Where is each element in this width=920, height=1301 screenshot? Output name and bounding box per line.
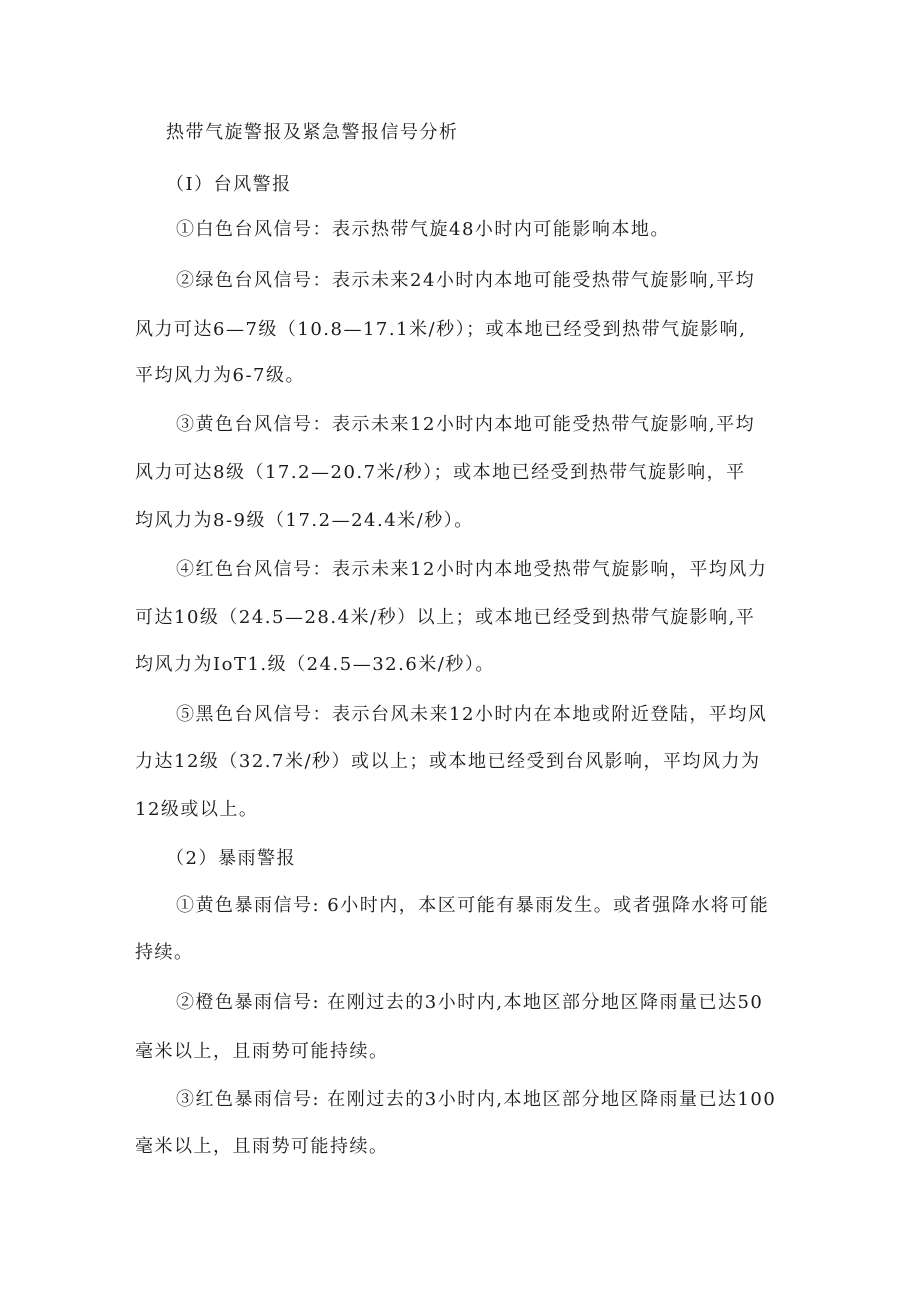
typhoon-green-signal-cont: 平均风力为6-7级。: [135, 365, 305, 386]
document-title: 热带气旋警报及紧急警报信号分析: [166, 122, 459, 143]
rainstorm-yellow-signal: ①黄色暴雨信号: 6小时内，本区可能有暴雨发生。或者强降水将可能: [176, 895, 770, 916]
typhoon-yellow-signal: ③黄色台风信号：表示未来12小时内本地可能受热带气旋影响,平均: [176, 414, 756, 435]
typhoon-green-signal-cont: 风力可达6—7级（10.8—17.1米/秒）；或本地已经受到热带气旋影响,: [135, 319, 747, 340]
typhoon-red-signal-cont: 可达10级（24.5—28.4米/秒）以上；或本地已经受到热带气旋影响,平: [135, 607, 756, 628]
typhoon-red-signal: ④红色台风信号：表示未来12小时内本地受热带气旋影响，平均风力: [176, 559, 768, 580]
typhoon-yellow-signal-cont: 风力可达8级（17.2—20.7米/秒）；或本地已经受到热带气旋影响，平: [135, 462, 746, 483]
section-heading-typhoon: （I）台风警报: [166, 174, 292, 195]
rainstorm-orange-signal-cont: 毫米以上，且雨势可能持续。: [135, 1041, 389, 1062]
section-heading-rainstorm: （2）暴雨警报: [166, 848, 296, 869]
typhoon-red-signal-cont: 均风力为IoT1.级（24.5—32.6米/秒）。: [135, 654, 495, 675]
typhoon-black-signal: ⑤黑色台风信号：表示台风未来12小时内在本地或附近登陆，平均风: [176, 704, 768, 725]
rainstorm-red-signal-cont: 毫米以上，且雨势可能持续。: [135, 1136, 389, 1157]
typhoon-green-signal: ②绿色台风信号：表示未来24小时内本地可能受热带气旋影响,平均: [176, 270, 756, 291]
rainstorm-orange-signal: ②橙色暴雨信号: 在刚过去的3小时内,本地区部分地区降雨量已达50: [176, 992, 764, 1013]
typhoon-black-signal-cont: 12级或以上。: [135, 799, 259, 820]
typhoon-black-signal-cont: 力达12级（32.7米/秒）或以上；或本地已经受到台风影响，平均风力为: [135, 751, 761, 772]
rainstorm-red-signal: ③红色暴雨信号: 在刚过去的3小时内,本地区部分地区降雨量已达100: [176, 1089, 777, 1110]
typhoon-white-signal: ①白色台风信号：表示热带气旋48小时内可能影响本地。: [176, 219, 670, 240]
rainstorm-yellow-signal-cont: 持续。: [135, 942, 194, 963]
typhoon-yellow-signal-cont: 均风力为8-9级（17.2—24.4米/秒）。: [135, 510, 474, 531]
